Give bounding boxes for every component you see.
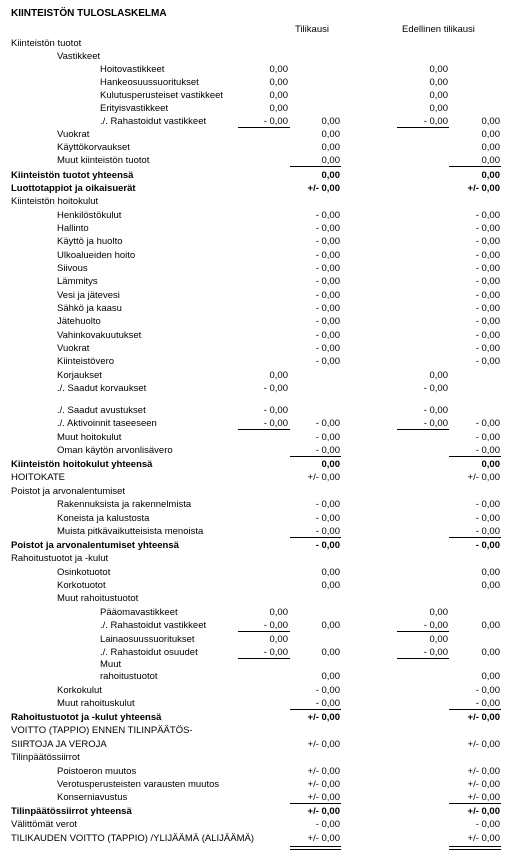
row-value-c4: - 0,00 [475, 343, 500, 354]
row-value-c2: - 0,00 [315, 499, 340, 510]
statement-row [0, 805, 527, 818]
row-label: Vastikkeet [57, 51, 101, 62]
statement-row [0, 302, 527, 315]
row-label: Muut rahoitustuotot [57, 593, 139, 604]
statement-row [0, 552, 527, 565]
row-label: Muut hoitokulut [57, 432, 122, 443]
row-value-c3: - 0,00 [423, 620, 448, 631]
statement-row [0, 89, 527, 102]
statement-row [0, 485, 527, 498]
row-label: Pääomavastikkeet [100, 607, 178, 618]
row-value-c2: - 0,00 [315, 330, 340, 341]
row-value-c4: - 0,00 [475, 819, 500, 830]
row-value-c2: 0,00 [321, 620, 340, 631]
statement-row [0, 592, 527, 605]
row-value-c4: +/- 0,00 [467, 183, 500, 194]
row-value-c2: 0,00 [321, 129, 340, 140]
row-label: Kulutusperusteiset vastikkeet [100, 90, 224, 101]
row-value-c2: - 0,00 [315, 819, 340, 830]
final-double-underline-previous [449, 846, 501, 850]
row-value-c2: - 0,00 [315, 210, 340, 221]
underline [238, 429, 290, 430]
statement-row [0, 141, 527, 154]
row-label: Siivous [57, 263, 88, 274]
row-label: SIIRTOJA JA VEROJA [11, 739, 107, 750]
row-value-c2: +/- 0,00 [307, 833, 340, 844]
statement-row [0, 444, 527, 457]
row-value-c3: 0,00 [429, 90, 448, 101]
row-value-c4: +/- 0,00 [467, 833, 500, 844]
row-label: Muista pitkävaikutteisista menoista [57, 526, 204, 537]
row-value-c3: - 0,00 [423, 418, 448, 429]
row-value-c1: 0,00 [269, 90, 288, 101]
statement-row [0, 633, 527, 646]
row-value-c4: 0,00 [481, 116, 500, 127]
statement-row [0, 342, 527, 355]
row-label: Henkilöstökulut [57, 210, 122, 221]
statement-row [0, 50, 527, 63]
statement-row [0, 404, 527, 417]
row-label: ./. Rahastoidut vastikkeet [100, 116, 207, 127]
statement-row [0, 778, 527, 791]
row-value-c3: - 0,00 [423, 116, 448, 127]
row-value-c4: - 0,00 [475, 513, 500, 524]
row-label: rahoitustuotot [100, 671, 158, 682]
row-label: Vuokrat [57, 129, 90, 140]
row-value-c2: +/- 0,00 [307, 792, 340, 803]
column-header-previous: Edellinen tilikausi [402, 24, 475, 35]
row-label: ./. Rahastoidut osuudet [100, 647, 198, 658]
underline [449, 709, 501, 710]
row-value-c4: - 0,00 [475, 540, 500, 551]
row-value-c2: +/- 0,00 [307, 766, 340, 777]
statement-row [0, 355, 527, 368]
statement-row [0, 275, 527, 288]
statement-row [0, 619, 527, 632]
row-label: Välittömät verot [11, 819, 77, 830]
underline [290, 166, 341, 167]
row-label: Muut rahoituskulut [57, 698, 135, 709]
row-value-c2: - 0,00 [315, 250, 340, 261]
statement-row [0, 724, 527, 737]
statement-row [0, 182, 527, 195]
row-value-c4: - 0,00 [475, 445, 500, 456]
statement-row [0, 128, 527, 141]
row-value-c1: - 0,00 [263, 620, 288, 631]
row-value-c2: - 0,00 [315, 432, 340, 443]
statement-row [0, 818, 527, 831]
statement-row [0, 765, 527, 778]
row-value-c4: - 0,00 [475, 356, 500, 367]
underline [449, 537, 501, 538]
underline [449, 166, 501, 167]
row-value-c4: - 0,00 [475, 526, 500, 537]
row-label: Vuokrat [57, 343, 90, 354]
row-value-c1: - 0,00 [263, 116, 288, 127]
row-value-c4: +/- 0,00 [467, 779, 500, 790]
statement-row [0, 169, 527, 182]
row-value-c4: - 0,00 [475, 236, 500, 247]
row-value-c2: 0,00 [321, 142, 340, 153]
row-label: Kiinteistön hoitokulut [11, 196, 99, 207]
row-value-c3: 0,00 [429, 607, 448, 618]
row-value-c2: 0,00 [321, 567, 340, 578]
row-label: Rahoitustuotot ja -kulut yhteensä [11, 712, 162, 723]
row-value-c2: - 0,00 [315, 316, 340, 327]
row-value-c4: 0,00 [481, 459, 500, 470]
statement-row [0, 37, 527, 50]
row-value-c2: +/- 0,00 [307, 472, 340, 483]
row-value-c4: 0,00 [481, 647, 500, 658]
statement-row [0, 697, 527, 710]
row-label: Erityisvastikkeet [100, 103, 169, 114]
row-label: Muut kiinteistön tuotot [57, 155, 150, 166]
column-header-current: Tilikausi [295, 24, 329, 35]
row-value-c3: 0,00 [429, 77, 448, 88]
row-label: Korkotuotot [57, 580, 106, 591]
row-value-c4: - 0,00 [475, 418, 500, 429]
statement-row [0, 512, 527, 525]
row-value-c4: +/- 0,00 [467, 806, 500, 817]
statement-row [0, 195, 527, 208]
row-label: Käyttö ja huolto [57, 236, 123, 247]
row-value-c4: 0,00 [481, 671, 500, 682]
underline [449, 456, 501, 457]
row-value-c4: 0,00 [481, 142, 500, 153]
row-value-c1: 0,00 [269, 370, 288, 381]
row-value-c2: - 0,00 [315, 290, 340, 301]
row-value-c2: - 0,00 [315, 303, 340, 314]
row-value-c2: - 0,00 [315, 540, 340, 551]
row-value-c3: - 0,00 [423, 405, 448, 416]
row-value-c1: 0,00 [269, 103, 288, 114]
row-value-c4: +/- 0,00 [467, 792, 500, 803]
row-label: Rakennuksista ja rakennelmista [57, 499, 192, 510]
row-label: ./. Aktivoinnit taseeseen [57, 418, 157, 429]
row-label: Koneista ja kalustosta [57, 513, 150, 524]
row-value-c4: +/- 0,00 [467, 712, 500, 723]
row-label: Poistot ja arvonalentumiset yhteensä [11, 540, 179, 551]
row-value-c2: - 0,00 [315, 445, 340, 456]
row-value-c4: +/- 0,00 [467, 472, 500, 483]
statement-row [0, 579, 527, 592]
row-value-c4: 0,00 [481, 567, 500, 578]
statement-row [0, 329, 527, 342]
statement-row [0, 539, 527, 552]
row-value-c1: - 0,00 [263, 647, 288, 658]
row-label: Poistot ja arvonalentumiset [11, 486, 126, 497]
statement-row [0, 670, 527, 683]
statement-row [0, 289, 527, 302]
row-value-c2: +/- 0,00 [307, 739, 340, 750]
row-value-c1: - 0,00 [263, 418, 288, 429]
row-value-c4: 0,00 [481, 155, 500, 166]
row-label: VOITTO (TAPPIO) ENNEN TILINPÄÄTÖS- [11, 725, 193, 736]
row-value-c2: 0,00 [321, 155, 340, 166]
row-value-c4: - 0,00 [475, 250, 500, 261]
row-value-c2: - 0,00 [315, 236, 340, 247]
row-value-c4: - 0,00 [475, 499, 500, 510]
statement-row [0, 525, 527, 538]
underline [397, 631, 449, 632]
row-value-c3: 0,00 [429, 634, 448, 645]
row-value-c2: - 0,00 [315, 223, 340, 234]
row-value-c4: 0,00 [481, 620, 500, 631]
row-value-c4: +/- 0,00 [467, 766, 500, 777]
row-label: Ulkoalueiden hoito [57, 250, 136, 261]
row-label: Luottotappiot ja oikaisuerät [11, 183, 136, 194]
statement-row [0, 751, 527, 764]
row-label: Kiinteistön tuotot [11, 38, 82, 49]
row-label: Jätehuolto [57, 316, 101, 327]
row-label: Tilinpäätössiirrot [11, 752, 80, 763]
statement-row [0, 262, 527, 275]
row-label: TILIKAUDEN VOITTO (TAPPIO) /YLIJÄÄMÄ (ALIJÄÄMÄ) [11, 833, 254, 844]
row-value-c2: - 0,00 [315, 513, 340, 524]
row-value-c4: - 0,00 [475, 263, 500, 274]
row-value-c4: - 0,00 [475, 223, 500, 234]
underline [449, 803, 501, 804]
underline [238, 631, 290, 632]
statement-row [0, 249, 527, 262]
row-value-c4: - 0,00 [475, 290, 500, 301]
row-label: Hankeosuussuoritukset [100, 77, 199, 88]
statement-row [0, 235, 527, 248]
row-value-c1: - 0,00 [263, 405, 288, 416]
statement-row [0, 315, 527, 328]
row-label: Rahoitustuotot ja -kulut [11, 553, 109, 564]
row-label: Osinkotuotot [57, 567, 111, 578]
row-label: ./. Saadut korvaukset [57, 383, 147, 394]
row-value-c2: - 0,00 [315, 356, 340, 367]
row-value-c4: - 0,00 [475, 330, 500, 341]
row-value-c2: 0,00 [321, 580, 340, 591]
row-value-c2: 0,00 [321, 170, 340, 181]
row-value-c2: - 0,00 [315, 526, 340, 537]
row-value-c3: - 0,00 [423, 383, 448, 394]
row-label: Hoitovastikkeet [100, 64, 165, 75]
row-value-c2: +/- 0,00 [307, 806, 340, 817]
statement-row [0, 832, 527, 845]
underline [290, 803, 341, 804]
row-value-c4: - 0,00 [475, 210, 500, 221]
row-label: Hallinto [57, 223, 89, 234]
statement-row [0, 222, 527, 235]
statement-row [0, 382, 527, 395]
row-value-c2: +/- 0,00 [307, 779, 340, 790]
row-value-c2: - 0,00 [315, 418, 340, 429]
row-label: Vesi ja jätevesi [57, 290, 120, 301]
statement-row [0, 566, 527, 579]
row-label: Konserniavustus [57, 792, 128, 803]
underline [290, 456, 341, 457]
row-label: Muut [100, 659, 122, 670]
statement-row [0, 684, 527, 697]
row-value-c4: - 0,00 [475, 685, 500, 696]
row-value-c4: - 0,00 [475, 316, 500, 327]
row-value-c4: - 0,00 [475, 432, 500, 443]
row-label: Kiinteistövero [57, 356, 115, 367]
row-value-c2: 0,00 [321, 116, 340, 127]
statement-row [0, 791, 527, 804]
row-value-c2: - 0,00 [315, 263, 340, 274]
row-value-c2: - 0,00 [315, 276, 340, 287]
row-value-c2: - 0,00 [315, 698, 340, 709]
statement-row [0, 63, 527, 76]
statement-title: KIINTEISTÖN TULOSLASKELMA [11, 8, 167, 19]
row-value-c3: 0,00 [429, 370, 448, 381]
row-value-c4: +/- 0,00 [467, 739, 500, 750]
row-value-c4: - 0,00 [475, 303, 500, 314]
row-label: Kiinteistön tuotot yhteensä [11, 170, 134, 181]
row-value-c2: - 0,00 [315, 685, 340, 696]
row-value-c2: 0,00 [321, 459, 340, 470]
row-value-c4: 0,00 [481, 129, 500, 140]
row-value-c1: 0,00 [269, 607, 288, 618]
statement-row [0, 115, 527, 128]
row-value-c3: 0,00 [429, 103, 448, 114]
row-value-c1: - 0,00 [263, 383, 288, 394]
statement-row [0, 711, 527, 724]
underline [290, 709, 341, 710]
row-value-c4: 0,00 [481, 580, 500, 591]
row-value-c3: 0,00 [429, 64, 448, 75]
statement-row [0, 154, 527, 167]
statement-row [0, 369, 527, 382]
row-label: Lämmitys [57, 276, 98, 287]
row-value-c4: 0,00 [481, 170, 500, 181]
row-value-c2: +/- 0,00 [307, 712, 340, 723]
row-value-c3: - 0,00 [423, 647, 448, 658]
row-label: Korjaukset [57, 370, 102, 381]
row-label: Oman käytön arvonlisävero [57, 445, 173, 456]
row-value-c2: 0,00 [321, 647, 340, 658]
row-label: Kiinteistön hoitokulut yhteensä [11, 459, 153, 470]
statement-row [0, 498, 527, 511]
row-label: Tilinpäätössiirrot yhteensä [11, 806, 132, 817]
row-label: ./. Saadut avustukset [57, 405, 146, 416]
row-label: Sähkö ja kaasu [57, 303, 122, 314]
row-value-c4: - 0,00 [475, 698, 500, 709]
statement-row [0, 431, 527, 444]
row-label: Lainaosuussuoritukset [100, 634, 195, 645]
row-value-c2: - 0,00 [315, 343, 340, 354]
row-value-c2: +/- 0,00 [307, 183, 340, 194]
statement-row [0, 471, 527, 484]
row-value-c2: 0,00 [321, 671, 340, 682]
row-value-c1: 0,00 [269, 634, 288, 645]
row-label: Verotusperusteisten varausten muutos [57, 779, 220, 790]
row-value-c1: 0,00 [269, 77, 288, 88]
statement-row [0, 76, 527, 89]
statement-row [0, 738, 527, 751]
statement-row [0, 606, 527, 619]
statement-row [0, 209, 527, 222]
row-label: Vahinkovakuutukset [57, 330, 142, 341]
row-label: Korkokulut [57, 685, 102, 696]
row-label: Poistoeron muutos [57, 766, 137, 777]
underline [290, 537, 341, 538]
row-value-c1: 0,00 [269, 64, 288, 75]
row-label: Käyttökorvaukset [57, 142, 130, 153]
row-value-c4: - 0,00 [475, 276, 500, 287]
row-label: HOITOKATE [11, 472, 66, 483]
final-double-underline-current [290, 846, 341, 850]
statement-row [0, 417, 527, 430]
underline [397, 429, 449, 430]
row-label: ./. Rahastoidut vastikkeet [100, 620, 207, 631]
statement-row [0, 458, 527, 471]
statement-row [0, 102, 527, 115]
